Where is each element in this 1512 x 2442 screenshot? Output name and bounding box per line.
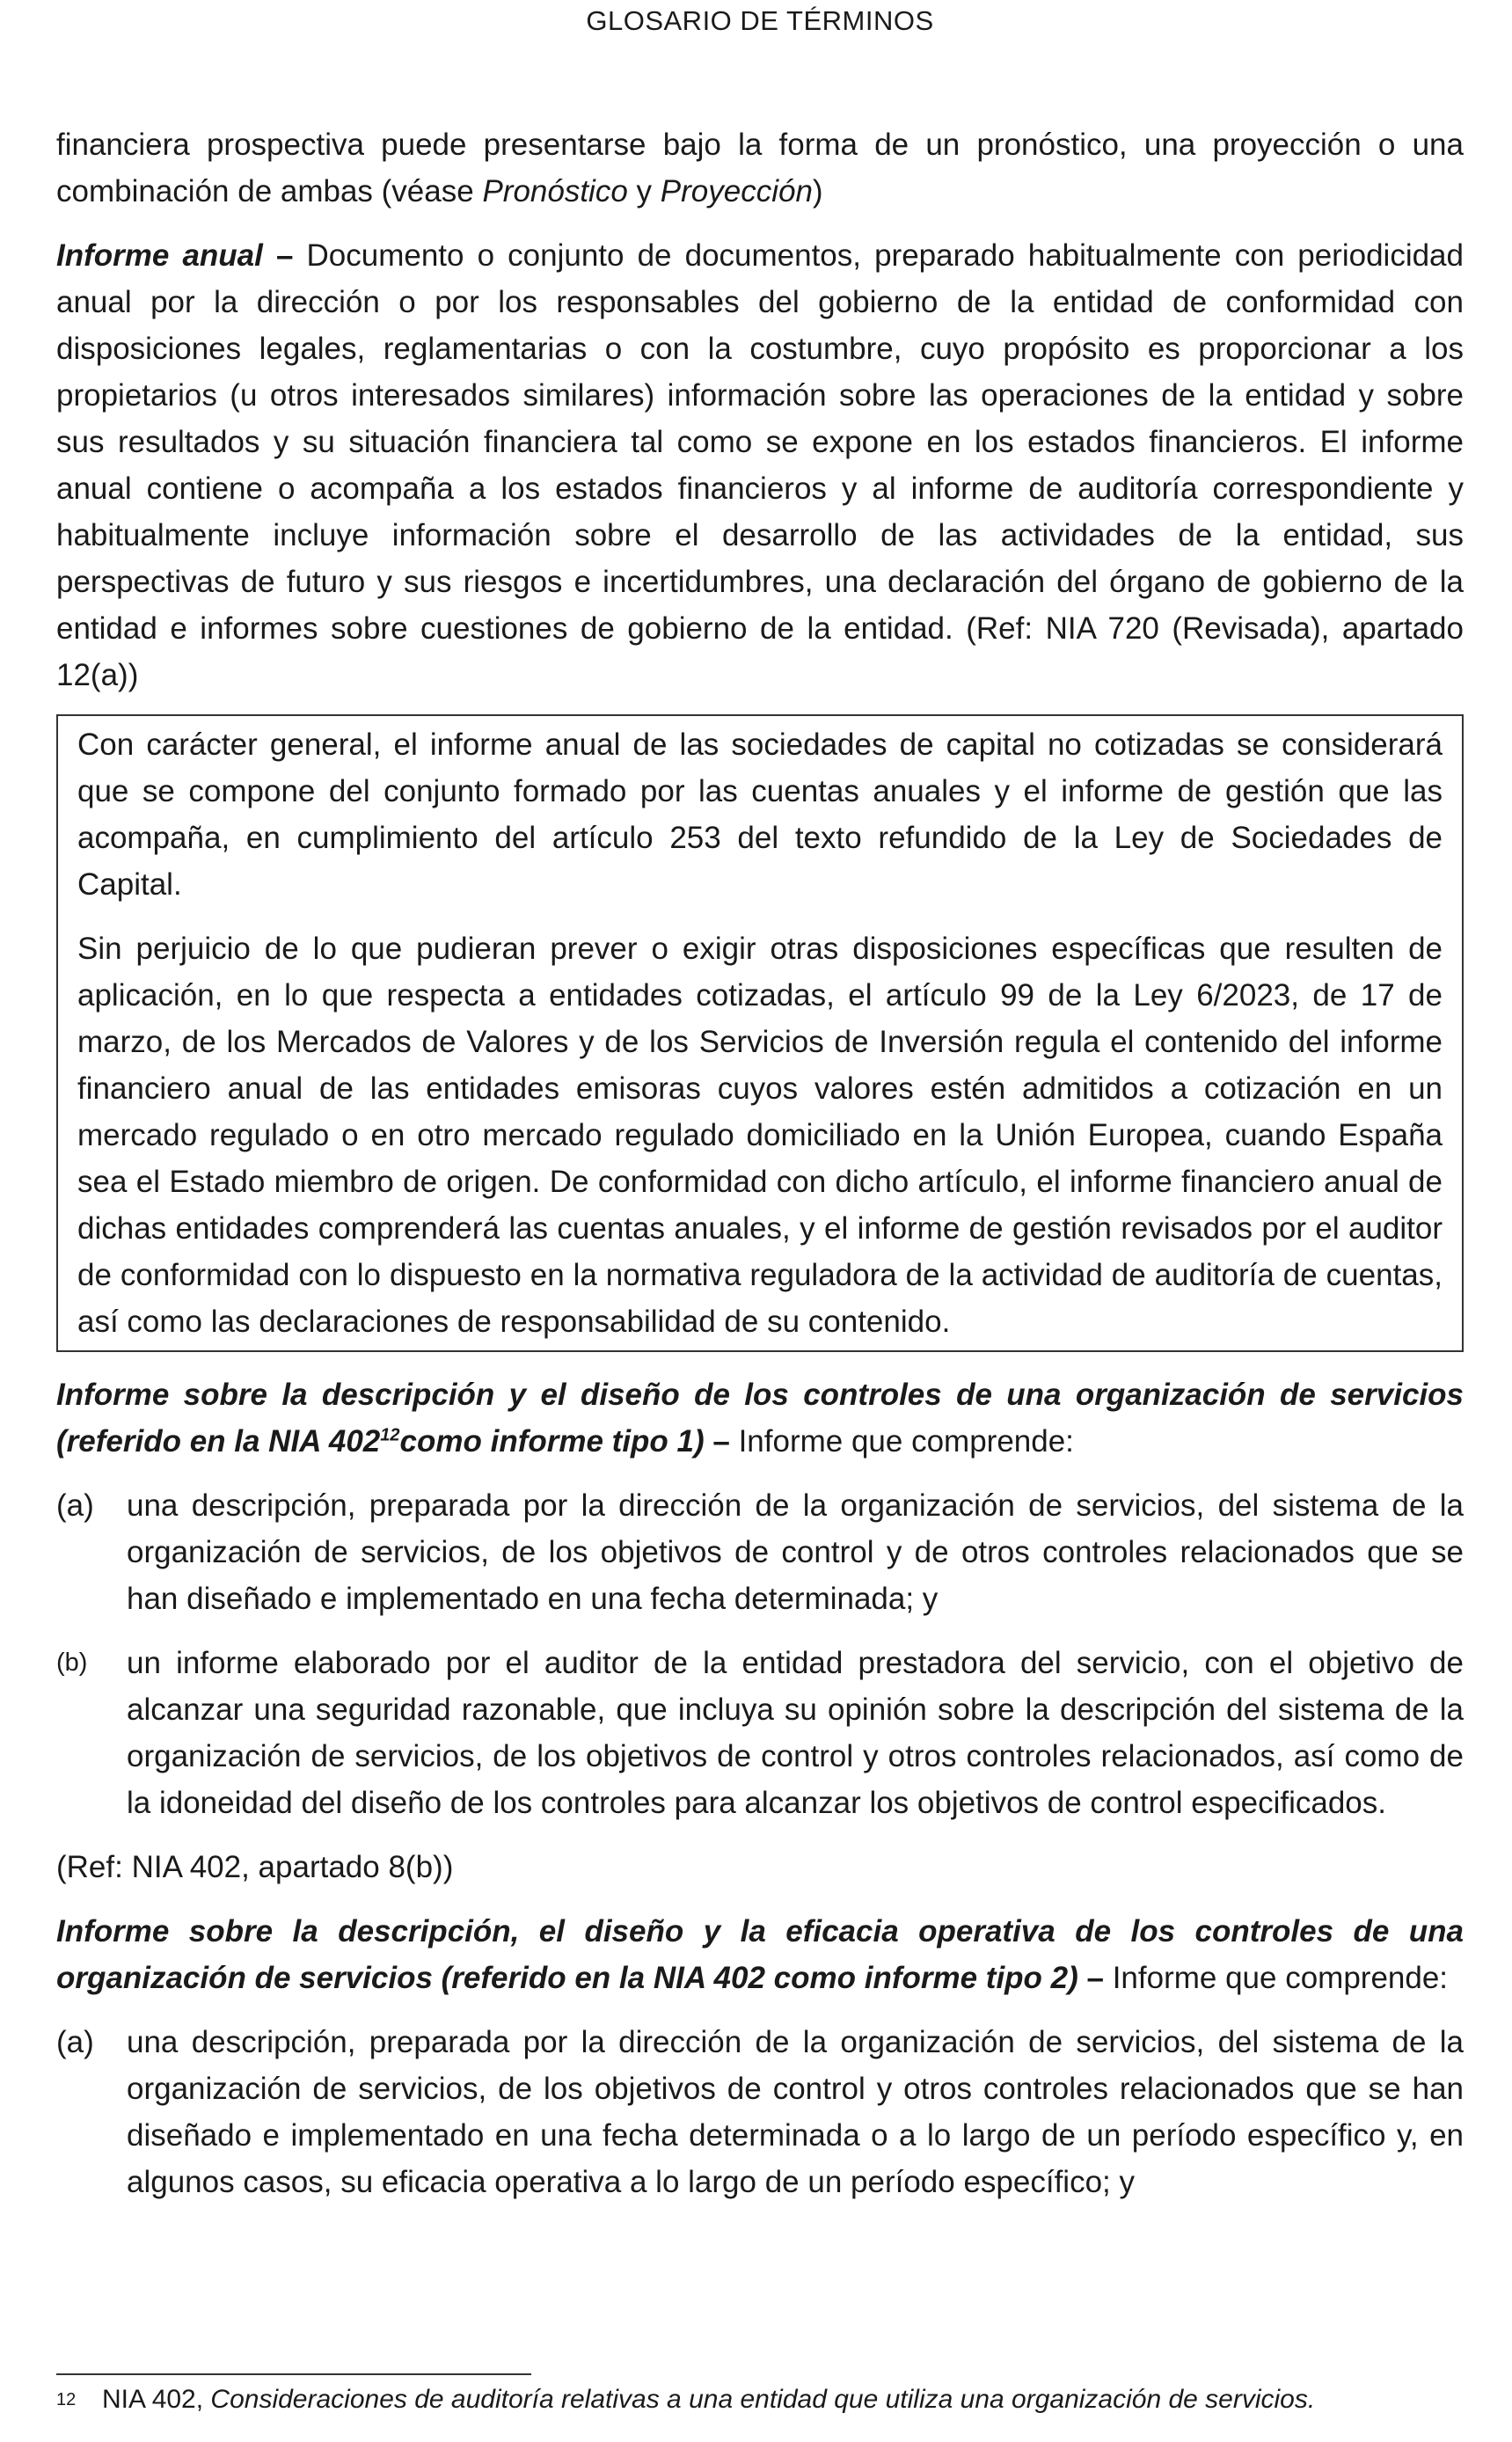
term-informe-tipo-2: Informe sobre la descripción, el diseño y la eficacia operativa de los controles de una organización de servicios (referido en la NIA 402 como informe tipo 2)	[56, 1914, 1464, 1995]
cross-ref-proyeccion: Proyección	[660, 174, 813, 208]
footnote-title: Consideraciones de auditoría relativas a una entidad que utiliza una organización de servicios.	[210, 2385, 1316, 2414]
list-item-label: (a)	[56, 1488, 94, 1523]
continuation-connector: y	[627, 174, 661, 208]
footnote-text	[102, 2382, 1464, 2417]
list-item-label: (b)	[56, 1649, 88, 1677]
entry-informe-tipo-1	[56, 1371, 1464, 1465]
footnote-prefix: NIA 402,	[102, 2385, 211, 2414]
note-paragraph-1: Con carácter general, el informe anual de las sociedades de capital no cotizadas se considerará que se compone del conjunto formado por las cuentas anuales y el informe de gestión que las acompaña, en cumplimiento del artículo 253 del texto refundido de la Ley de Sociedades de Capital.	[77, 727, 1443, 902]
definition-informe-tipo-2: Informe que comprende:	[1112, 1961, 1449, 1995]
term-dash: –	[1077, 1961, 1113, 1995]
page-header: GLOSARIO DE TÉRMINOS	[586, 5, 934, 36]
term-text-b: como informe tipo 1)	[399, 1424, 705, 1459]
continuation-paragraph	[56, 121, 1464, 215]
list-item-text: una descripción, preparada por la dirección de la organización de servicios, del sistema de la organización de servicios, de los objetivos de control y de otros controles relacionados que se han diseñado e implementado en una fecha determinada; y	[127, 1488, 1464, 1616]
note-box	[56, 714, 1464, 1352]
footnote-reference[interactable]: 12	[380, 1425, 400, 1445]
definition-informe-anual: Documento o conjunto de documentos, preparado habitualmente con periodicidad anual por la dirección o por los responsables del gobierno de la entidad de conformidad con disposiciones legales, reglamentarias o con la costumbre, cuyo propósito es proporcionar a los propietarios (u otros interesados similares) información sobre las operaciones de la entidad y sobre sus resultados y su situación financiera tal como se expone en los estados financieros. El informe anual contiene o acompaña a los estados financieros y al informe de auditoría correspondiente y habitualmente incluye información sobre el desarrollo de las actividades de la entidad, sus perspectivas de futuro y sus riesgos e incertidumbres, una declaración del órgano de gobierno de la entidad e informes sobre cuestiones de gobierno de la entidad. (Ref: NIA 720 (Revisada), apartado 12(a))	[56, 238, 1464, 692]
footnote	[56, 2382, 1464, 2417]
entry-informe-anual	[56, 232, 1464, 698]
footnote-number: 12	[56, 2390, 77, 2409]
note-paragraph-2: Sin perjuicio de lo que pudieran prever o exigir otras disposiciones específicas que resulten de aplicación, en lo que respecta a entidades cotizadas, el artículo 99 de la Ley 6/2023, de 17 de marzo, de los Mercados de Valores y de los Servicios de Inversión regula el contenido del informe financiero anual de las entidades emisoras cuyos valores estén admitidos a cotización en un mercado regulado o en otro mercado regulado domiciliado en la Unión Europea, cuando España sea el Estado miembro de origen. De conformidad con dicho artículo, el informe financiero anual de dichas entidades comprenderá las cuentas anuales, y el informe de gestión revisados por el auditor de conformidad con lo dispuesto en la normativa reguladora de la actividad de auditoría de cuentas, así como las declaraciones de responsabilidad de su contenido.	[77, 932, 1443, 1339]
term-informe-anual: Informe anual	[56, 238, 263, 273]
list-item	[56, 2019, 1464, 2205]
entry-informe-tipo-2	[56, 1908, 1464, 2001]
definition-informe-tipo-1: Informe que comprende:	[738, 1424, 1074, 1459]
cross-ref-pronostico: Pronóstico	[482, 174, 628, 208]
term-text-a: Informe sobre la descripción y el diseño de los controles de una organización de servicios (referido en la NIA 402	[56, 1378, 1464, 1459]
list-item-text: una descripción, preparada por la dirección de la organización de servicios, del sistema de la organización de servicios, de los objetivos de control y otros controles relacionados que se han diseñado e implementado en una fecha determinada o a lo largo de un período específico y, en algunos casos, su eficacia operativa a lo largo de un período específico; y	[127, 2025, 1464, 2199]
continuation-text: financiera prospectiva puede presentarse bajo la forma de un pronóstico, una proyección o una combinación de ambas (véase	[56, 128, 1464, 208]
continuation-close: )	[812, 174, 823, 208]
list-item-label: (a)	[56, 2025, 94, 2059]
list-item	[56, 1482, 1464, 1622]
footnote-separator	[56, 2373, 531, 2375]
reference-line: (Ref: NIA 402, apartado 8(b))	[56, 1850, 454, 1884]
term-dash: –	[262, 238, 307, 273]
term-dash: –	[704, 1424, 739, 1459]
list-item-text: un informe elaborado por el auditor de la entidad prestadora del servicio, con el objetivo de alcanzar una seguridad razonable, que incluya su opinión sobre la descripción del sistema de la organización de servicios, de los objetivos de control y otros controles relacionados, así como de la idoneidad del diseño de los controles para alcanzar los objetivos de control especificados.	[127, 1646, 1464, 1820]
document-body	[56, 121, 1464, 2205]
list-item	[56, 1640, 1464, 1826]
